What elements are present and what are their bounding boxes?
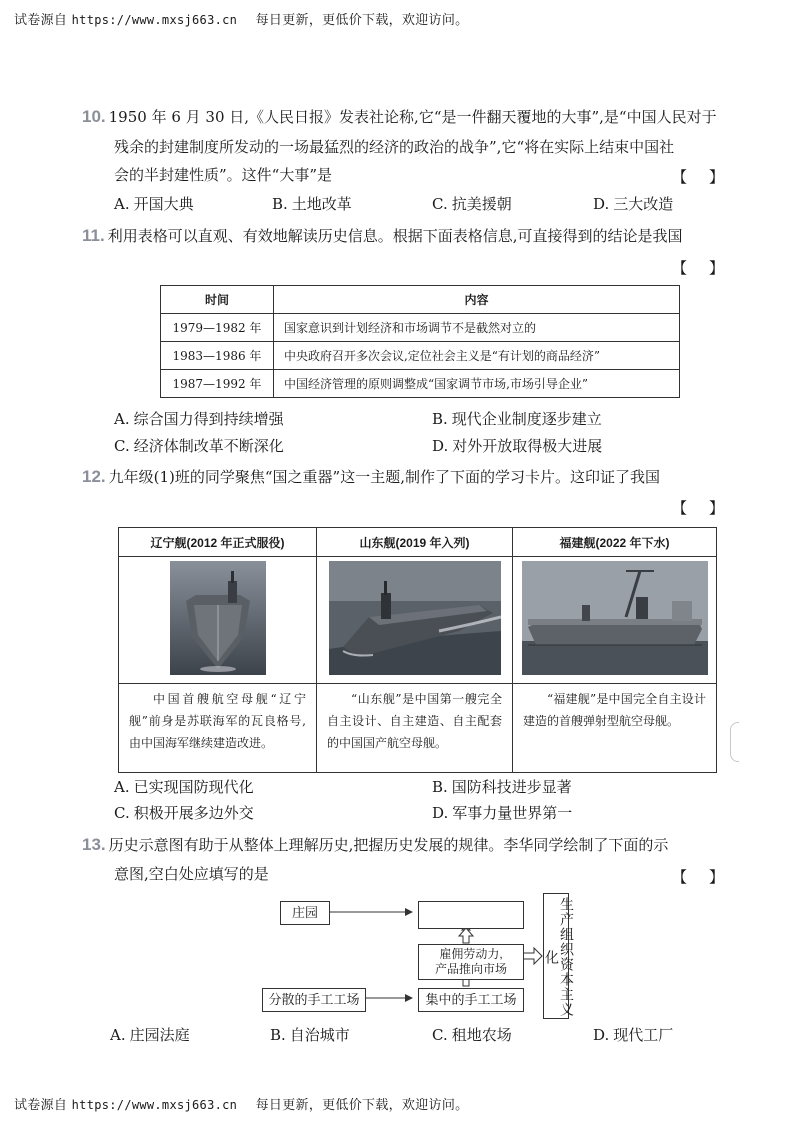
box-blank-answer[interactable] [418,901,524,929]
box-capitalist-production [543,893,575,1019]
option-letter: B. [270,1026,286,1044]
option-letter: C. [432,1026,448,1044]
option-letter: A. [110,1026,126,1044]
option-letter: A. [114,778,130,796]
option-text: 综合国力得到持续增强 [133,410,284,428]
option-letter: C. [432,195,448,213]
q12-number: 12. [82,467,106,486]
option-text: 军事力量世界第一 [452,804,573,822]
capitalist-production-text: 生产组织资本主义化 [544,897,575,1017]
header-url-link[interactable]: https://www.mxsj663.cn [71,13,238,27]
option-text: 开国大典 [133,195,194,213]
table-cell-time: 1979—1982 年 [161,314,274,342]
q10-line-2: 残余的封建制度所发动的一场最猛烈的经济的政治的战争”,它“将在实际上结束中国社 [114,138,675,156]
q11-answer-bracket[interactable]: 【】 [672,259,747,277]
box-hired-labor [418,944,524,980]
option-text: 国防科技进步显著 [451,778,572,796]
card-text-fujian: “福建舰”是中国完全自主设计建造的首艘弹射型航空母舰。 [513,684,717,773]
card-title-shandong: 山东舰(2019 年入列) [317,528,513,557]
q12-answer-bracket[interactable]: 【】 [672,499,747,517]
card-text-shandong: “山东舰”是中国第一艘完全自主设计、自主建造、自主配套的中国国产航空母舰。 [317,684,513,773]
table-header-content: 内容 [273,286,679,314]
q12-text: 九年级(1)班的同学聚焦“国之重器”这一主题,制作了下面的学习卡片。这印证了我国 [108,468,660,486]
option-letter: D. [593,195,610,213]
option-text: 庄园法庭 [129,1026,190,1044]
option-text: 三大改造 [613,195,674,213]
option-text: 积极开展多边外交 [133,804,254,822]
option-text: 现代企业制度逐步建立 [451,410,602,428]
option-text: 抗美援朝 [451,195,512,213]
q10-answer-bracket[interactable]: 【】 [672,168,747,186]
q13-option-a[interactable] [110,1024,190,1045]
table-cell-content: 中国经济管理的原则调整成“国家调节市场,市场引导企业” [273,370,679,398]
q13-answer-bracket[interactable]: 【】 [672,868,747,886]
page-footer [14,1094,468,1113]
option-letter: D. [432,437,449,455]
option-text: 经济体制改革不断深化 [133,437,284,455]
card-title-fujian: 福建舰(2022 年下水) [513,528,717,557]
q10-line-3: 会的半封建性质”。这件“大事”是 [114,166,333,184]
q11-text: 利用表格可以直观、有效地解读历史信息。根据下面表格信息,可直接得到的结论是我国 [107,227,683,245]
q13-option-b[interactable] [270,1024,350,1045]
table-cell-content: 中央政府召开多次会议,定位社会主义是“有计划的商品经济” [273,342,679,370]
footer-notice: 每日更新，更低价下载，欢迎访问。 [255,1098,469,1113]
option-letter: D. [432,804,449,822]
table-cell-time: 1983—1986 年 [161,342,274,370]
option-text: 已实现国防现代化 [133,778,254,796]
q13-option-d[interactable] [593,1024,673,1045]
box-manor: 庄园 [280,901,330,925]
q10-number: 10. [82,107,106,126]
box-scattered-workshop: 分散的手工工场 [262,988,366,1012]
option-letter: D. [593,1026,610,1044]
option-letter: B. [432,778,448,796]
card-text-liaoning: 中国首艘航空母舰“辽宁舰”前身是苏联海军的瓦良格号,由中国海军继续建造改进。 [119,684,317,773]
footer-source: 试卷源自 [14,1098,68,1113]
market-text: 产品推向市场 [434,962,507,976]
option-text: 对外开放取得极大进展 [452,437,603,455]
hired-labor-text: 雇佣劳动力, [439,947,503,961]
table-cell-content: 国家意识到计划经济和市场调节不是截然对立的 [273,314,679,342]
option-letter: B. [432,410,448,428]
arrow-right-icon [522,948,542,964]
option-text: 现代工厂 [613,1026,674,1044]
q11-number: 11. [82,226,105,245]
option-text: 租地农场 [451,1026,512,1044]
option-letter: A. [114,410,130,428]
option-letter: B. [272,195,288,213]
option-text: 自治城市 [289,1026,350,1044]
q10-text-1: 1950 年 6 月 30 日,《人民日报》发表社论称,它“是一件翻天覆地的大事”,是“中国人民对于 [108,108,717,126]
q13-line-2: 意图,空白处应填写的是 [114,865,269,883]
header-notice: 每日更新，更低价下载，欢迎访问。 [255,13,469,28]
q13-number: 13. [82,835,106,854]
option-text: 土地改革 [291,195,352,213]
header-source: 试卷源自 [14,13,68,28]
q13-option-c[interactable] [432,1024,512,1045]
option-letter: A. [114,195,130,213]
box-centralized-workshop: 集中的手工工场 [418,988,524,1012]
option-letter: C. [114,437,130,455]
footer-url-link[interactable]: https://www.mxsj663.cn [71,1098,238,1112]
q13-text-1: 历史示意图有助于从整体上理解历史,把握历史发展的规律。李华同学绘制了下面的示 [108,836,669,854]
table-header-time: 时间 [161,286,274,314]
table-cell-time: 1987—1992 年 [161,370,274,398]
card-title-liaoning: 辽宁舰(2012 年正式服役) [119,528,317,557]
option-letter: C. [114,804,130,822]
